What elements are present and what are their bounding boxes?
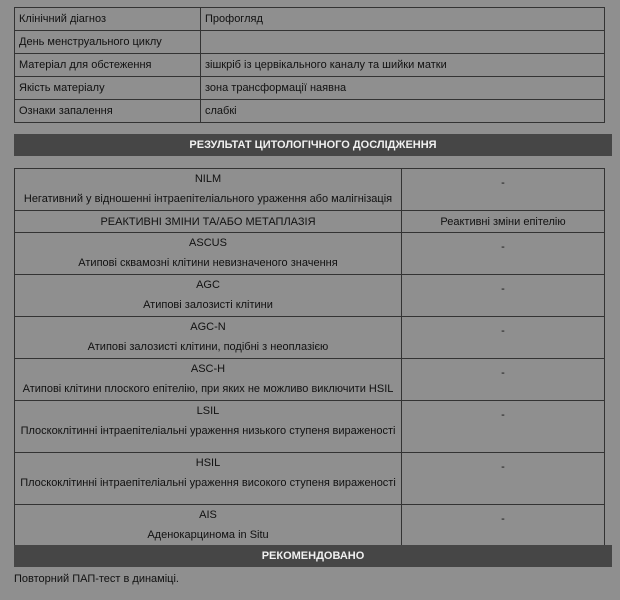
- result-row-agc-n: [15, 317, 605, 359]
- result-code: AGC-N: [190, 321, 226, 333]
- result-label: РЕАКТИВНІ ЗМІНИ ТА/АБО МЕТАПЛАЗІЯ: [100, 215, 316, 228]
- result-desc: Плоскоклітинні інтраепітеліальні ураження низького ступеня вираженості: [20, 425, 396, 437]
- info-label: Матеріал для обстеження: [15, 54, 201, 77]
- result-desc: Атипові залозисті клітини, подібні з неоплазією: [87, 341, 329, 353]
- result-row-reactive: [15, 211, 605, 233]
- info-label: Клінічний діагноз: [15, 8, 201, 31]
- result-desc: Плоскоклітинні інтраепітеліальні ураження високого ступеня вираженості: [20, 477, 396, 489]
- result-desc: Атипові сквамозні клітини невизначеного значення: [78, 257, 338, 269]
- result-code: ASC-H: [190, 363, 226, 375]
- result-code: HSIL: [195, 457, 221, 469]
- result-name-cell: [15, 169, 402, 211]
- result-desc: Атипові клітини плоского епітелію, при яких не можливо виключити HSIL: [22, 383, 394, 395]
- result-code: AIS: [199, 509, 217, 521]
- patient-info-table: [14, 7, 605, 123]
- result-name-cell: [15, 453, 402, 505]
- result-value: -: [402, 505, 605, 547]
- result-row-lsil: [15, 401, 605, 453]
- result-value: Реактивні зміни епітелію: [402, 211, 605, 233]
- result-desc: Аденокарцинома in Situ: [147, 529, 269, 541]
- result-value: -: [402, 453, 605, 505]
- info-value: Профогляд: [201, 8, 605, 31]
- result-code: LSIL: [196, 405, 220, 417]
- result-value: -: [402, 401, 605, 453]
- info-row-material: [15, 54, 605, 77]
- info-row-diagnosis: [15, 8, 605, 31]
- info-value: зішкріб із цервікального каналу та шийки матки: [201, 54, 605, 77]
- cytology-result-table: [14, 168, 605, 547]
- result-name-cell: [15, 359, 402, 401]
- result-desc: Негативний у відношенні інтраепітеліального ураження або малігнізація: [23, 193, 393, 205]
- result-name-cell: [15, 317, 402, 359]
- info-row-inflammation: [15, 100, 605, 123]
- result-row-ais: [15, 505, 605, 547]
- recommendation-text: Повторний ПАП-тест в динаміці.: [14, 573, 179, 585]
- result-section-header: РЕЗУЛЬТАТ ЦИТОЛОГІЧНОГО ДОСЛІДЖЕННЯ: [14, 134, 612, 156]
- recommended-section-header: РЕКОМЕНДОВАНО: [14, 545, 612, 567]
- info-row-cycle-day: [15, 31, 605, 54]
- result-name-cell: [15, 401, 402, 453]
- result-value: -: [402, 169, 605, 211]
- result-value: -: [402, 275, 605, 317]
- result-name-cell: [15, 505, 402, 547]
- info-row-quality: [15, 77, 605, 100]
- result-row-nilm: [15, 169, 605, 211]
- result-code: ASCUS: [189, 237, 227, 249]
- result-name-cell: [15, 233, 402, 275]
- result-row-ascus: [15, 233, 605, 275]
- info-label: Ознаки запалення: [15, 100, 201, 123]
- result-name-cell: [15, 211, 402, 233]
- result-desc: Атипові залозисті клітини: [143, 299, 273, 311]
- result-code: NILM: [194, 173, 222, 185]
- result-code: AGC: [196, 279, 220, 291]
- info-label: Якість матеріалу: [15, 77, 201, 100]
- result-row-agc: [15, 275, 605, 317]
- info-value: слабкі: [201, 100, 605, 123]
- result-value: -: [402, 317, 605, 359]
- result-row-asc-h: [15, 359, 605, 401]
- result-name-cell: [15, 275, 402, 317]
- info-label: День менструального циклу: [15, 31, 201, 54]
- info-value: [201, 31, 605, 54]
- info-value: зона трансформації наявна: [201, 77, 605, 100]
- result-row-hsil: [15, 453, 605, 505]
- result-value: -: [402, 233, 605, 275]
- result-value: -: [402, 359, 605, 401]
